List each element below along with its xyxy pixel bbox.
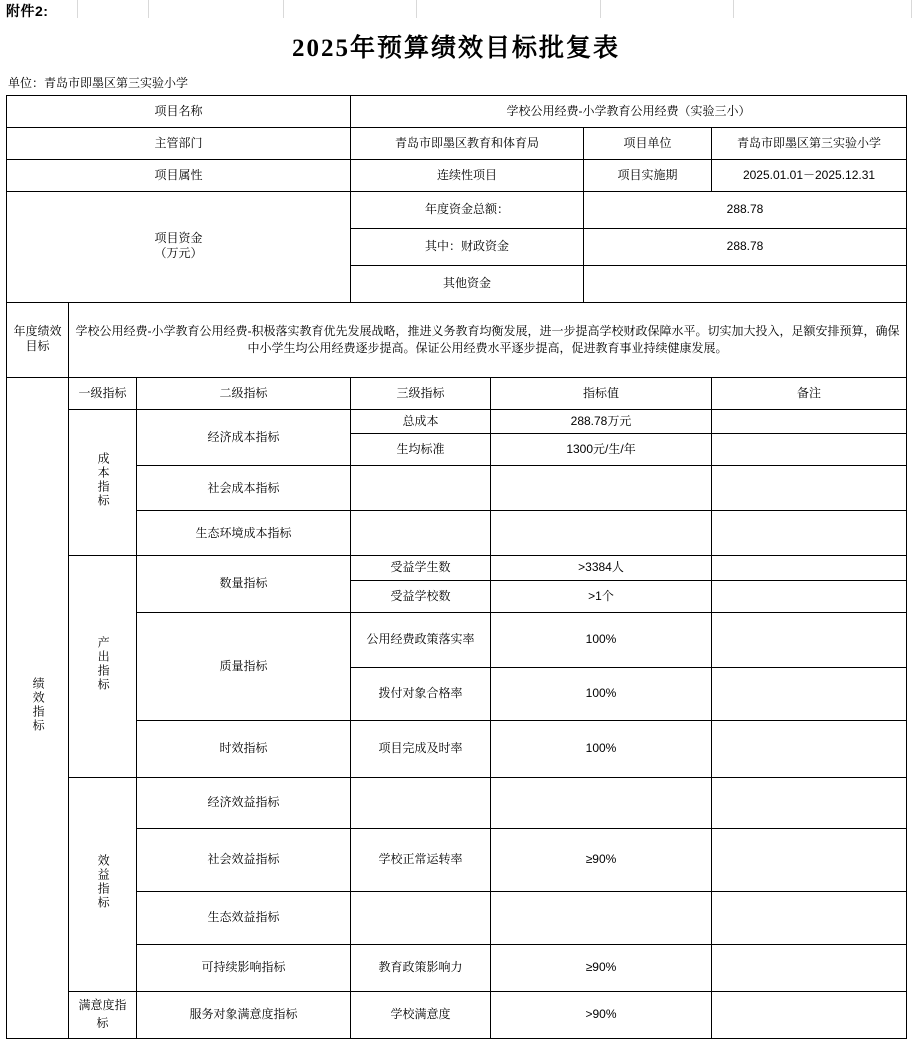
level2-quality: 质量指标	[137, 612, 351, 720]
level3-benefit-schools: 受益学校数	[351, 580, 491, 612]
period-value: 2025.01.01－2025.12.31	[712, 160, 907, 192]
level2-social-benefit: 社会效益指标	[137, 828, 351, 891]
unit-line: 单位：青岛市即墨区第三实验小学	[8, 76, 189, 90]
dept-value: 青岛市即墨区教育和体育局	[351, 128, 584, 160]
value-per-student-standard: 1300元/生/年	[491, 434, 712, 466]
level3-benefit-students: 受益学生数	[351, 556, 491, 580]
table-row	[7, 466, 907, 511]
level2-economic-cost: 经济成本指标	[137, 410, 351, 466]
value-project-completion-rate: 100%	[491, 720, 712, 777]
group-label-cost-text: 成本指标	[96, 452, 111, 508]
level2-service-satisfaction: 服务对象满意度指标	[137, 991, 351, 1038]
group-label-benefit	[69, 777, 137, 991]
fiscal-funds-value: 288.78	[584, 229, 907, 266]
period-label: 项目实施期	[584, 160, 712, 192]
value-education-policy-influence: ≥90%	[491, 944, 712, 991]
remark-cell	[712, 828, 907, 891]
remark-cell	[712, 991, 907, 1038]
remark-cell	[712, 434, 907, 466]
value-recipient-qualification-rate: 100%	[491, 667, 712, 720]
remark-cell	[712, 410, 907, 434]
table-header-row	[7, 378, 907, 410]
performance-indicator-label-text: 绩效指标	[31, 677, 46, 734]
level3-cell	[351, 466, 491, 511]
other-funds-label: 其他资金	[351, 266, 584, 303]
remark-cell	[712, 612, 907, 667]
table-row	[7, 991, 907, 1038]
level2-timeliness: 时效指标	[137, 720, 351, 777]
value-cell	[491, 891, 712, 944]
group-label-cost	[69, 410, 137, 556]
page-title: 2025年预算绩效目标批复表	[291, 35, 620, 62]
column-header-remark: 备注	[712, 378, 907, 410]
level3-recipient-qualification-rate: 拨付对象合格率	[351, 667, 491, 720]
level2-eco-benefit: 生态效益指标	[137, 891, 351, 944]
project-name-value: 学校公用经费-小学教育公用经费（实验三小）	[351, 96, 907, 128]
level3-education-policy-influence: 教育政策影响力	[351, 944, 491, 991]
column-header-level3: 三级指标	[351, 378, 491, 410]
table-row	[7, 192, 907, 229]
table-row	[7, 720, 907, 777]
total-funds-label: 年度资金总额：	[351, 192, 584, 229]
remark-cell	[712, 511, 907, 556]
group-label-satisfaction: 满意度指标	[69, 991, 137, 1038]
level3-cell	[351, 511, 491, 556]
group-label-output	[69, 556, 137, 777]
level3-total-cost: 总成本	[351, 410, 491, 434]
unit-value: 青岛市即墨区第三实验小学	[712, 128, 907, 160]
funds-label	[7, 192, 351, 303]
remark-cell	[712, 777, 907, 828]
value-cell	[491, 777, 712, 828]
group-label-benefit-text: 效益指标	[96, 853, 111, 910]
level2-social-cost: 社会成本指标	[137, 466, 351, 511]
unit-label: 项目单位	[584, 128, 712, 160]
value-normal-operation-rate: ≥90%	[491, 828, 712, 891]
level3-school-satisfaction: 学校满意度	[351, 991, 491, 1038]
group-label-output-text: 产出指标	[96, 635, 111, 692]
table-row	[7, 891, 907, 944]
level2-economic-benefit: 经济效益指标	[137, 777, 351, 828]
value-policy-implementation-rate: 100%	[491, 612, 712, 667]
table-row	[7, 944, 907, 991]
dept-label: 主管部门	[7, 128, 351, 160]
spreadsheet-column-guides	[0, 0, 912, 18]
level3-policy-implementation-rate: 公用经费政策落实率	[351, 612, 491, 667]
level2-eco-environment-cost: 生态环境成本指标	[137, 511, 351, 556]
level3-normal-operation-rate: 学校正常运转率	[351, 828, 491, 891]
level3-cell	[351, 891, 491, 944]
remark-cell	[712, 556, 907, 580]
table-row	[7, 303, 907, 378]
table-row	[7, 612, 907, 667]
table-row	[7, 556, 907, 580]
table-row	[7, 828, 907, 891]
level3-project-completion-rate: 项目完成及时率	[351, 720, 491, 777]
document-body	[6, 20, 906, 1039]
level2-quantity: 数量指标	[137, 556, 351, 612]
value-cell	[491, 511, 712, 556]
column-header-value: 指标值	[491, 378, 712, 410]
annual-goal-label-line2: 目标	[25, 339, 50, 354]
remark-cell	[712, 720, 907, 777]
attribute-label: 项目属性	[7, 160, 351, 192]
column-header-level1: 一级指标	[69, 378, 137, 410]
budget-performance-table	[6, 95, 907, 1039]
fiscal-funds-label: 其中：财政资金	[351, 229, 584, 266]
level3-per-student-standard: 生均标准	[351, 434, 491, 466]
value-cell	[491, 466, 712, 511]
level3-cell	[351, 777, 491, 828]
funds-label-line1: 项目资金	[154, 231, 203, 246]
annual-goal-text: 学校公用经费-小学教育公用经费-积极落实教育优先发展战略，推进义务教育均衡发展，进一步提高学校财政保障水平。切实加大投入，足额安排预算，确保中小学生均公用经费逐步提高。保证公用经费水平逐步提高，促进教育事业持续健康发展。	[69, 303, 907, 378]
level2-sustainable-impact: 可持续影响指标	[137, 944, 351, 991]
annual-goal-label-line1: 年度绩效	[13, 324, 62, 339]
value-benefit-schools: >1个	[491, 580, 712, 612]
attribute-value: 连续性项目	[351, 160, 584, 192]
value-total-cost: 288.78万元	[491, 410, 712, 434]
value-benefit-students: >3384人	[491, 556, 712, 580]
value-school-satisfaction: >90%	[491, 991, 712, 1038]
remark-cell	[712, 580, 907, 612]
other-funds-value	[584, 266, 907, 303]
table-row	[7, 777, 907, 828]
table-row	[7, 128, 907, 160]
funds-label-line2: （万元）	[154, 246, 203, 261]
project-name-label: 项目名称	[7, 96, 351, 128]
remark-cell	[712, 891, 907, 944]
table-row	[7, 96, 907, 128]
performance-indicator-label	[7, 378, 69, 1039]
annual-goal-label	[7, 303, 69, 378]
table-row	[7, 410, 907, 434]
remark-cell	[712, 667, 907, 720]
total-funds-value: 288.78	[584, 192, 907, 229]
remark-cell	[712, 944, 907, 991]
table-row	[7, 160, 907, 192]
column-header-level2: 二级指标	[137, 378, 351, 410]
attachment-label: 附件2:	[6, 3, 49, 19]
remark-cell	[712, 466, 907, 511]
table-row	[7, 511, 907, 556]
